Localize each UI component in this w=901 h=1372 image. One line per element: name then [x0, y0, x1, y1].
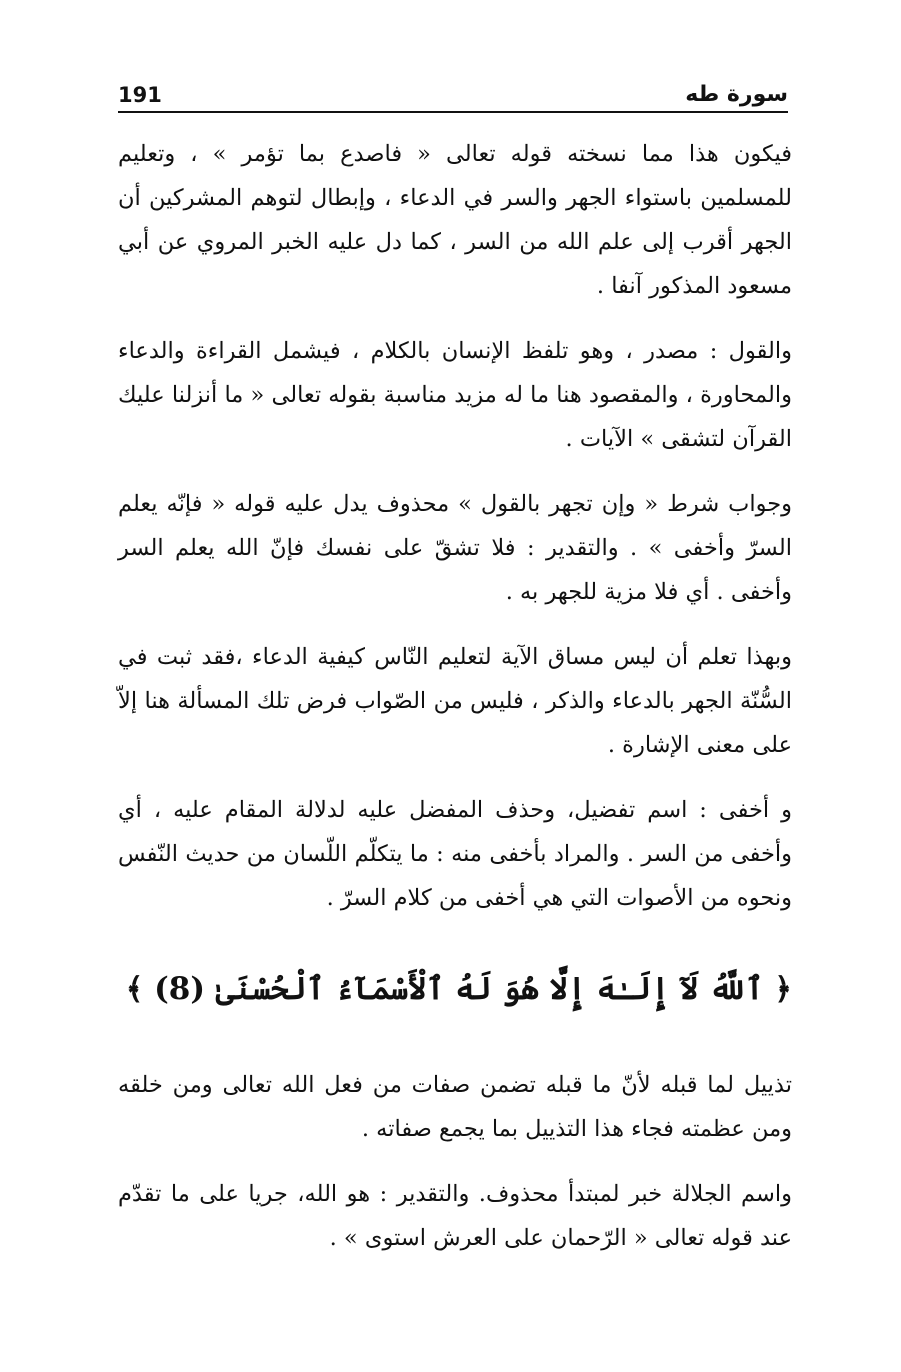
- paragraph-4: وبهذا تعلم أن ليس مساق الآية لتعليم النّاس كيفية الدعاء ،فقد ثبت في السُّنّة الجهر بالدعاء والذكر ، فليس من الصّواب فرض تلك المسألة هنا إلاّ على معنى الإشارة .: [118, 644, 792, 758]
- paragraph-1: فيكون هذا مما نسخته قوله تعالى « فاصدع بما تؤمر » ، وتعليم للمسلمين باستواء الجهر والسر في الدعاء ، وإبطال لتوهم المشركين أن الجهر أقرب إلى علم الله من السر ، كما دل عليه الخبر المروي عن أبي مسعود المذكور آنفا .: [118, 141, 792, 299]
- paragraph-7: واسم الجلالة خبر لمبتدأ محذوف. والتقدير : هو الله، جريا على ما تقدّم عند قوله تعالى « الرّحمان على العرش استوى » .: [118, 1181, 792, 1251]
- quran-verse: [118, 964, 792, 1015]
- surah-title: سورة طه: [685, 82, 788, 107]
- paragraph-2: والقول : مصدر ، وهو تلفظ الإنسان بالكلام ، فيشمل القراءة والدعاء والمحاورة ، والمقصود هنا ما له مزيد مناسبة بقوله تعالى « ما أنزلنا عليك القرآن لتشقى » الآيات .: [118, 338, 792, 452]
- paragraph-6: تذييل لما قبله لأنّ ما قبله تضمن صفات من فعل الله تعالى ومن خلقه ومن عظمته فجاء هذا التذييل بما يجمع صفاته .: [118, 1072, 792, 1142]
- paragraph-5: و أخفى : اسم تفضيل، وحذف المفضل عليه لدلالة المقام عليه ، أي وأخفى من السر . والمراد بأخفى منه : ما يتكلّم اللّسان من حديث النّفس ونحوه من الأصوات التي هي أخفى من كلام السرّ .: [118, 797, 792, 911]
- page-number: 191: [118, 83, 162, 107]
- verse-number: (8): [154, 971, 205, 1007]
- page-body: [118, 132, 792, 1281]
- verse-open-bracket: ﴿: [774, 972, 792, 1007]
- paragraph-3: وجواب شرط « وإن تجهر بالقول » محذوف يدل عليه قوله « فإنّه يعلم السرّ وأخفى » . والتقدير : فلا تشقّ على نفسك فإنّ الله يعلم السر وأخفى . أي فلا مزية للجهر به .: [118, 491, 792, 605]
- page-header: [118, 82, 788, 112]
- verse-text: ٱللَّهُ لَآ إِلَـٰهَ إِلَّا هُوَ لَهُ ٱلْأَسْمَآءُ ٱلْحُسْنَىٰ: [215, 971, 764, 1007]
- header-divider: [118, 111, 788, 113]
- verse-close-bracket: ﴾: [125, 972, 144, 1007]
